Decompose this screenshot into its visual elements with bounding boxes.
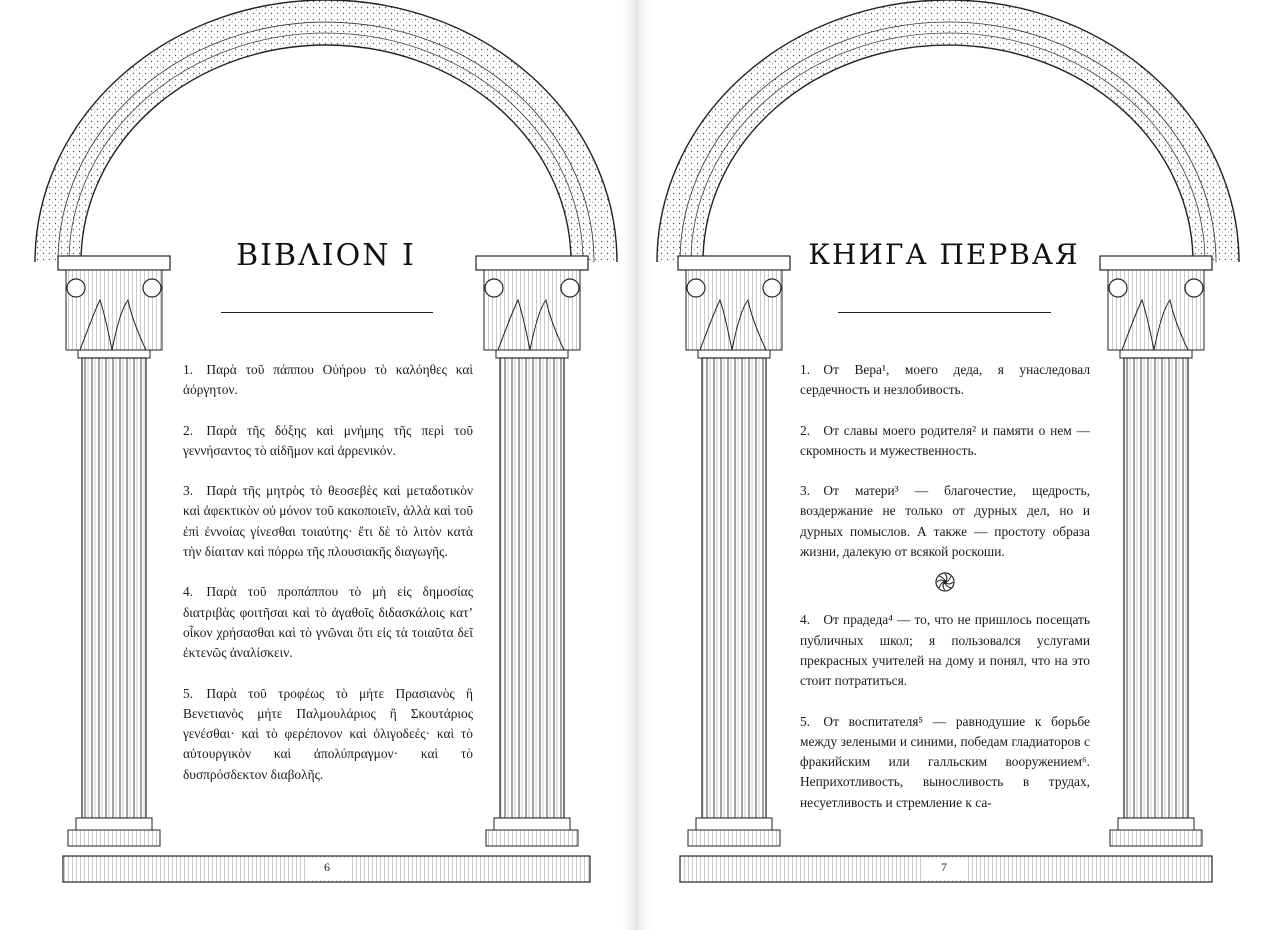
- title-rule-right: [838, 312, 1051, 313]
- russian-paragraph-1: 1. От Вера¹, моего деда, я унаследовал сердечность и незлобивость.: [800, 362, 1090, 398]
- right-page-number: 7: [941, 860, 947, 874]
- left-page-number: 6: [324, 860, 330, 874]
- right-page-title: КНИГА ПЕРВАЯ: [808, 238, 1080, 271]
- russian-paragraph-3: 3. От матери³ — благочестие, щедрость, воздержание не только от дурных дел, но и дурных помыслов. А также — простоту образа жизни, далекую от всякой роскоши.: [800, 483, 1090, 560]
- left-page-text: [183, 360, 473, 805]
- greek-paragraph-5: 5. Παρὰ τοῦ τροφέως τὸ μήτε Πρασιανὸς ἢ Βενετιανὸς μήτε Παλμουλάριος ἢ Σκουτάριος γενέσθαι· καὶ τὸ φερέπονον καὶ ὀλιγοδεές· καὶ τὸ αὐτουργικὸν καὶ ἀπολύπραγμον· καὶ τὸ δυσπρόσδεκτον διαβολῆς.: [183, 685, 473, 782]
- greek-paragraph-2: 2. Παρὰ τῆς δόξης καὶ μνήμης τῆς περὶ τοῦ γεννήσαντος τὸ αἰδῆμον καὶ ἀρρενικόν.: [183, 422, 473, 458]
- title-rule-left: [221, 312, 433, 313]
- right-page: [636, 0, 1271, 930]
- russian-paragraph-2: 2. От славы моего родителя² и памяти о нем — скромность и мужественность.: [800, 422, 1090, 458]
- greek-paragraph-1: 1. Παρὰ τοῦ πάππου Οὐήρου τὸ καλόηθες καὶ ἀόργητον.: [183, 362, 473, 398]
- russian-paragraph-4: 4. От прадеда⁴ — то, что не пришлось посещать публичных школ; я пользовался услугами прекрасных учителей на дому и понял, что на это стоит потратиться.: [800, 612, 1090, 689]
- russian-paragraph-5: 5. От воспитателя⁵ — равнодушие к борьбе между зелеными и синими, победам гладиаторов с фракийским или галльским вооружением⁶. Неприхотливость, выносливость в трудах, несуетливость и стремление к са-: [800, 713, 1090, 810]
- right-page-text: [800, 360, 1090, 833]
- ornament-icon: [935, 572, 955, 592]
- left-page-title: ΒΙΒΛΙΟΝ Ι: [236, 238, 416, 273]
- greek-paragraph-3: 3. Παρὰ τῆς μητρὸς τὸ θεοσεβὲς καὶ μεταδοτικὸν καὶ ἀφεκτικὸν οὐ μόνον τοῦ κακοποιεῖν, ἀλλὰ καὶ τοῦ ἐπὶ ἐννοίας γίνεσθαι τοιαύτης· ἔτι δὲ τὸ λιτὸν κατὰ τὴν δίαιταν καὶ πόρρω τῆς πλουσιακῆς διαγωγῆς.: [183, 483, 473, 560]
- greek-paragraph-4: 4. Παρὰ τοῦ προπάππου τὸ μὴ εἰς δημοσίας διατριβὰς φοιτῆσαι καὶ τὸ ἀγαθοῖς διδασκάλοις κατ’ οἶκον χρήσασθαι καὶ τὸ γνῶναι ὅτι εἰς τὰ τοιαῦτα δεῖ ἐκτενῶς ἀναλίσκειν.: [183, 584, 473, 661]
